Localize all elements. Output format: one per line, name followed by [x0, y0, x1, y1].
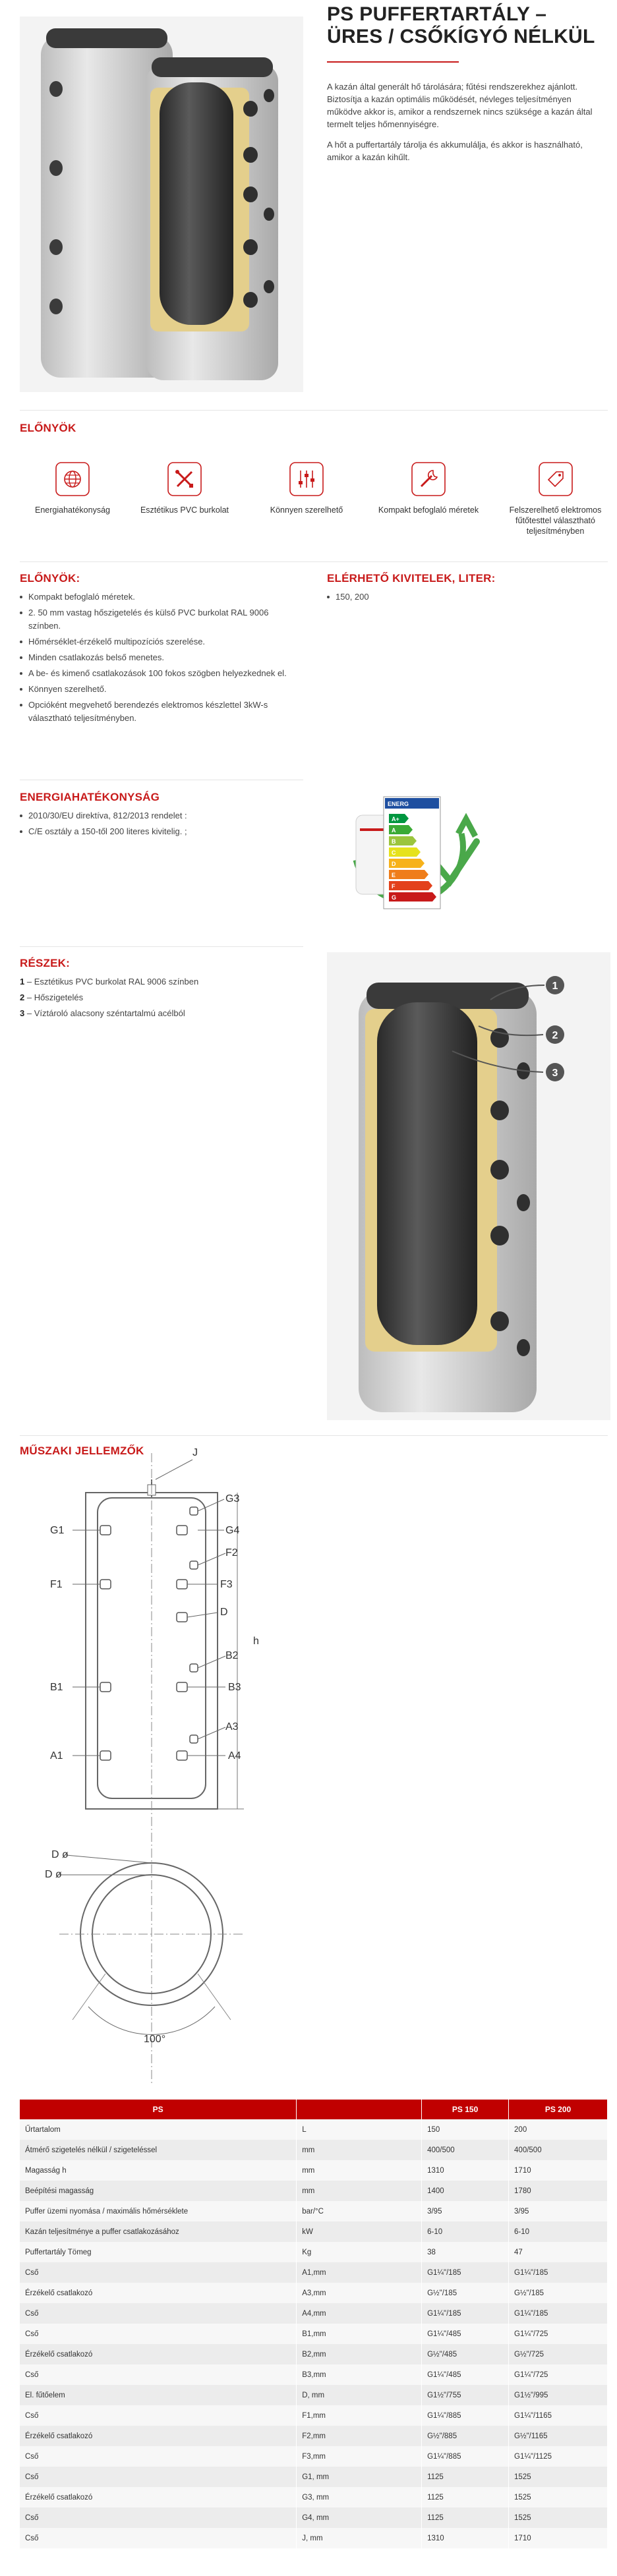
benefit-label: Kompakt befoglaló méretek [378, 505, 479, 515]
table-cell: B1,mm [297, 2324, 422, 2344]
table-cell: G1, mm [297, 2467, 422, 2487]
table-cell: G1½"/995 [509, 2385, 608, 2405]
label-b3: B3 [228, 1682, 241, 1693]
table-cell: G½"/185 [509, 2283, 608, 2303]
energy-class-label: G [392, 894, 397, 901]
table-cell: Cső [20, 2528, 297, 2548]
globe-icon [55, 461, 90, 497]
table-row [20, 2242, 608, 2262]
table-cell: Puffertartály Tömeg [20, 2242, 297, 2262]
table-cell: Űrtartalom [20, 2119, 297, 2140]
list-item: Kompakt befoglaló méretek. [20, 590, 303, 604]
technical-drawing [20, 1427, 303, 2086]
table-row [20, 2140, 608, 2160]
label-angle: 100° [144, 2034, 166, 2045]
table-row [20, 2262, 608, 2283]
column-header [297, 2100, 422, 2119]
table-row [20, 2405, 608, 2426]
table-cell: G½"/725 [509, 2344, 608, 2364]
column-header: PS 200 [509, 2100, 608, 2119]
table-row [20, 2221, 608, 2242]
table-cell: G1¼"/885 [422, 2446, 509, 2467]
table-cell: G4, mm [297, 2507, 422, 2528]
list-item: Opcióként megvehető berendezés elektromos készlettel 3kW-s választható teljesítményben. [20, 699, 303, 725]
table-cell: Beépítési magasság [20, 2181, 297, 2201]
table-cell: 3/95 [509, 2201, 608, 2221]
table-row [20, 2181, 608, 2201]
parts-heading: RÉSZEK: [20, 957, 71, 969]
label-d-inner: D ø [45, 1869, 62, 1880]
table-cell: B3,mm [297, 2364, 422, 2385]
table-row [20, 2201, 608, 2221]
table-cell: G1¼"/185 [509, 2262, 608, 2283]
table-row [20, 2467, 608, 2487]
label-b2: B2 [225, 1650, 239, 1661]
table-cell: 38 [422, 2242, 509, 2262]
table-row [20, 2528, 608, 2548]
part-text: – Hőszigetelés [24, 992, 84, 1002]
table-row [20, 2324, 608, 2344]
tag-icon [538, 461, 573, 497]
table-row [20, 2446, 608, 2467]
table-row [20, 2385, 608, 2405]
intro-paragraph: A kazán által generált hő tárolására; fűtési rendszerekhez ajánlott. Biztosítja a kazán optimális működését, névleges teljesítményen működve akkor is, amikor a rendszernek nincs szüksége a kazán által termelt teljes hőmennyiségre. [327, 82, 593, 129]
callout-3: 3 [552, 1068, 558, 1079]
table-cell: Cső [20, 2507, 297, 2528]
table-row [20, 2487, 608, 2507]
benefit-label: Esztétikus PVC burkolat [140, 505, 229, 515]
table-cell: Kg [297, 2242, 422, 2262]
product-intro [327, 80, 604, 171]
list-item: A be- és kimenő csatlakozások 100 fokos szögben helyezkednek el. [20, 667, 303, 680]
table-cell: Puffer üzemi nyomása / maximális hőmérséklete [20, 2201, 297, 2221]
divider [20, 946, 303, 947]
table-cell: bar/°C [297, 2201, 422, 2221]
table-cell: Cső [20, 2262, 297, 2283]
energy-list [20, 809, 303, 841]
label-f1: F1 [50, 1579, 63, 1590]
table-cell: kW [297, 2221, 422, 2242]
energy-class-label: B [392, 838, 396, 845]
table-cell: 1400 [422, 2181, 509, 2201]
label-g3: G3 [225, 1493, 240, 1504]
table-cell: 1525 [509, 2467, 608, 2487]
table-cell: G½"/885 [422, 2426, 509, 2446]
column-header: PS [20, 2100, 297, 2119]
label-g4: G4 [225, 1525, 240, 1536]
cutaway-illustration [327, 952, 610, 1420]
table-cell: G1¼"/1165 [509, 2405, 608, 2426]
table-cell: F2,mm [297, 2426, 422, 2446]
advantages-heading: ELŐNYÖK: [20, 572, 80, 585]
table-cell: G1¼"/725 [509, 2364, 608, 2385]
table-cell: G3, mm [297, 2487, 422, 2507]
table-cell: G½"/1165 [509, 2426, 608, 2446]
table-cell: Cső [20, 2467, 297, 2487]
table-cell: G1¼"/185 [509, 2303, 608, 2324]
table-cell: 1125 [422, 2467, 509, 2487]
table-cell: Érzékelő csatlakozó [20, 2487, 297, 2507]
table-cell: 1525 [509, 2507, 608, 2528]
table-cell: Cső [20, 2405, 297, 2426]
table-header-row [20, 2100, 608, 2119]
table-cell: G1¼"/725 [509, 2324, 608, 2344]
table-cell: 1780 [509, 2181, 608, 2201]
table-row [20, 2364, 608, 2385]
table-cell: Átmérő szigetelés nélkül / szigeteléssel [20, 2140, 297, 2160]
table-cell: 3/95 [422, 2201, 509, 2221]
table-row [20, 2160, 608, 2181]
page-title: PS PUFFERTARTÁLY – ÜRES / CSŐKÍGYÓ NÉLKÜL [327, 3, 595, 47]
energy-label-image [330, 787, 494, 932]
table-cell: Magasság h [20, 2160, 297, 2181]
table-cell: G1½"/755 [422, 2385, 509, 2405]
table-row [20, 2426, 608, 2446]
available-heading: ELÉRHETŐ KIVITELEK, LITER: [327, 572, 496, 585]
table-cell: 1525 [509, 2487, 608, 2507]
table-cell: 200 [509, 2119, 608, 2140]
benefit-item [132, 461, 237, 515]
table-cell: G1¼"/485 [422, 2364, 509, 2385]
benefit-label: Könnyen szerelhető [270, 505, 343, 515]
label-j: J [192, 1447, 198, 1458]
table-row [20, 2119, 608, 2140]
energy-class-label: A+ [392, 816, 399, 822]
column-header: PS 150 [422, 2100, 509, 2119]
label-b1: B1 [50, 1682, 63, 1693]
dimension-drawing [20, 1427, 303, 2086]
intro-paragraph: A hőt a puffertartály tárolja és akkumulálja, és akkor is használható, amikor a kazán kihűlt. [327, 140, 583, 162]
callout-1: 1 [552, 981, 558, 992]
table-cell: mm [297, 2140, 422, 2160]
callout-2: 2 [552, 1030, 558, 1041]
list-item: 150, 200 [327, 590, 604, 604]
benefit-item [498, 461, 613, 536]
table-cell: G1¼"/185 [422, 2303, 509, 2324]
energy-class-bar [389, 881, 432, 890]
energy-label-graphic [330, 787, 494, 932]
energy-heading: ENERGIAHATÉKONYSÁG [20, 791, 160, 803]
table-cell: 150 [422, 2119, 509, 2140]
label-h: h [253, 1636, 259, 1647]
energy-class-label: F [392, 883, 396, 890]
table-cell: G½"/185 [422, 2283, 509, 2303]
advantages-list [20, 590, 303, 728]
table-cell: 47 [509, 2242, 608, 2262]
table-cell: 1710 [509, 2160, 608, 2181]
list-item: Könnyen szerelhető. [20, 683, 303, 696]
label-a1: A1 [50, 1750, 63, 1761]
parts-image [327, 952, 610, 1420]
table-cell: Cső [20, 2364, 297, 2385]
benefit-item [376, 461, 481, 515]
table-cell: Érzékelő csatlakozó [20, 2426, 297, 2446]
table-cell: El. fűtőelem [20, 2385, 297, 2405]
part-number: 2 [20, 992, 25, 1002]
label-d: D [220, 1607, 228, 1618]
table-row [20, 2303, 608, 2324]
list-item: C/E osztály a 150-től 200 literes kivitelig. ; [20, 825, 303, 838]
energy-label-text: ENERG [388, 801, 409, 807]
list-item: 2010/30/EU direktíva, 812/2013 rendelet : [20, 809, 303, 822]
table-row [20, 2507, 608, 2528]
table-cell: B2,mm [297, 2344, 422, 2364]
benefit-item [254, 461, 359, 515]
table-row [20, 2283, 608, 2303]
title-underline [327, 61, 459, 63]
table-cell: J, mm [297, 2528, 422, 2548]
table-cell: Cső [20, 2446, 297, 2467]
wrench-icon [411, 461, 446, 497]
table-cell: 400/500 [422, 2140, 509, 2160]
divider [20, 561, 608, 562]
table-cell: F3,mm [297, 2446, 422, 2467]
table-cell: 6-10 [422, 2221, 509, 2242]
table-cell: G½"/485 [422, 2344, 509, 2364]
table-cell: mm [297, 2181, 422, 2201]
table-cell: 1310 [422, 2528, 509, 2548]
table-cell: Érzékelő csatlakozó [20, 2344, 297, 2364]
product-image [20, 16, 303, 392]
table-cell: Kazán teljesítménye a puffer csatlakozásához [20, 2221, 297, 2242]
energy-class-label: A [392, 827, 396, 834]
table-cell: G1¼"/885 [422, 2405, 509, 2426]
part-text: – Esztétikus PVC burkolat RAL 9006 színben [24, 977, 199, 987]
label-d-outer: D ø [51, 1849, 69, 1860]
table-cell: L [297, 2119, 422, 2140]
table-cell: Cső [20, 2303, 297, 2324]
list-item: Minden csatlakozás belső menetes. [20, 651, 303, 664]
divider [20, 410, 608, 411]
part-text: – Víztároló alacsony széntartalmú acélból [24, 1008, 185, 1018]
table-cell: mm [297, 2160, 422, 2181]
table-cell: G1¼"/485 [422, 2324, 509, 2344]
technical-heading: MŰSZAKI JELLEMZŐK [20, 1445, 144, 1457]
tools-icon [167, 461, 202, 497]
table-cell: A3,mm [297, 2283, 422, 2303]
part-item [20, 990, 303, 1006]
label-f3: F3 [220, 1579, 233, 1590]
table-cell: 1310 [422, 2160, 509, 2181]
table-cell: 400/500 [509, 2140, 608, 2160]
table-cell: 6-10 [509, 2221, 608, 2242]
table-cell: G1¼"/185 [422, 2262, 509, 2283]
table-row [20, 2344, 608, 2364]
benefit-item [20, 461, 125, 515]
spec-table [20, 2100, 608, 2548]
list-item: Hőmérséklet-érzékelő multipozíciós szerelése. [20, 635, 303, 648]
table-cell: D, mm [297, 2385, 422, 2405]
label-a4: A4 [228, 1750, 241, 1761]
list-item: 2. 50 mm vastag hőszigetelés és külső PVC burkolat RAL 9006 színben. [20, 606, 303, 633]
table-cell: Érzékelő csatlakozó [20, 2283, 297, 2303]
benefit-label: Felszerelhető elektromos fűtőtesttel választható teljesítményben [509, 505, 602, 536]
available-list [327, 590, 604, 606]
label-a3: A3 [225, 1721, 239, 1732]
benefit-label: Energiahatékonyság [35, 505, 110, 515]
table-cell: A4,mm [297, 2303, 422, 2324]
part-number: 1 [20, 977, 25, 987]
benefits-heading: ELŐNYÖK [20, 422, 76, 434]
table-cell: 1125 [422, 2507, 509, 2528]
sliders-icon [289, 461, 324, 497]
parts-list [20, 974, 303, 1021]
tank-illustration [20, 16, 303, 392]
label-f2: F2 [225, 1547, 238, 1559]
part-item [20, 1006, 303, 1021]
table-cell: Cső [20, 2324, 297, 2344]
table-cell: G1¼"/1125 [509, 2446, 608, 2467]
label-g1: G1 [50, 1525, 65, 1536]
table-cell: F1,mm [297, 2405, 422, 2426]
table-cell: A1,mm [297, 2262, 422, 2283]
table-cell: 1125 [422, 2487, 509, 2507]
energy-class-label: C [392, 849, 396, 856]
part-number: 3 [20, 1008, 25, 1018]
table-cell: 1710 [509, 2528, 608, 2548]
part-item [20, 974, 303, 990]
energy-class-label: E [392, 872, 396, 878]
energy-class-label: D [392, 861, 396, 867]
